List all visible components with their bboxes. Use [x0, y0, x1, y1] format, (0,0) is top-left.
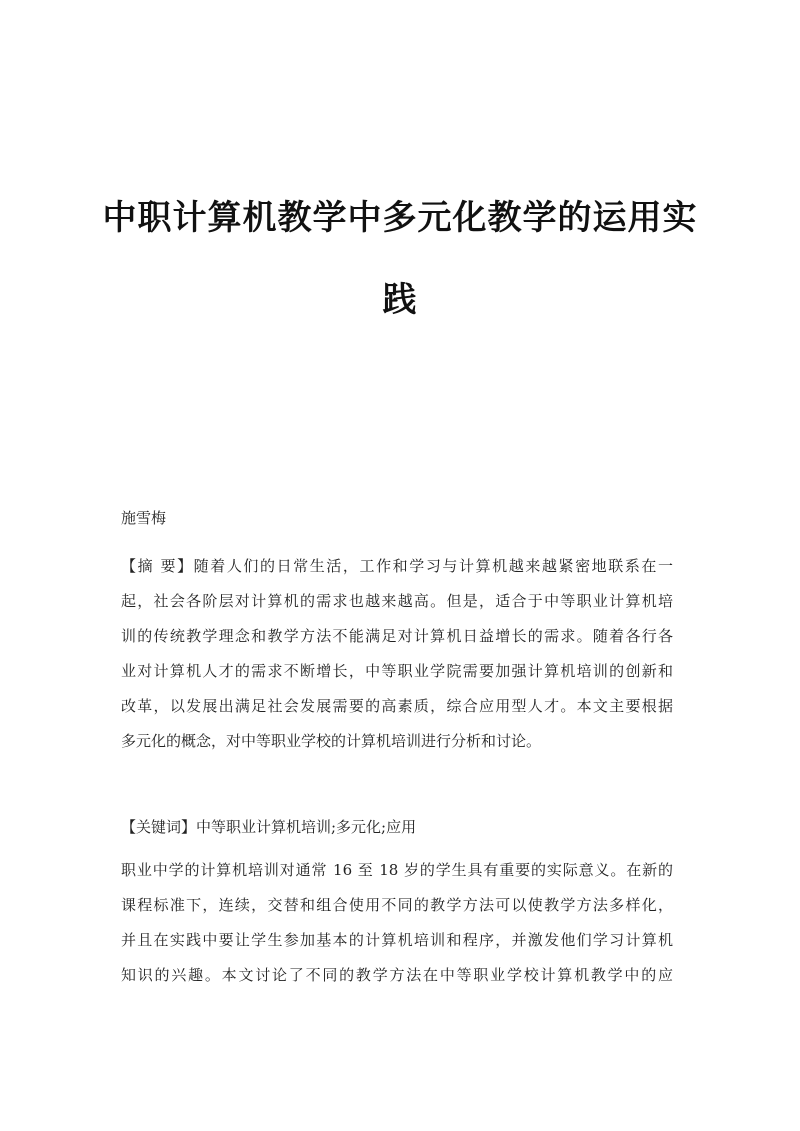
body-line: 课程标准下，连续，交替和组合使用不同的教学方法可以使教学方法多样化， [121, 896, 673, 914]
body-line: 知识的兴趣。本文讨论了不同的教学方法在中等职业学校计算机教学中的应 [121, 966, 673, 984]
document-title-line-1: 中职计算机教学中多元化教学的运用实 [102, 198, 698, 238]
abstract-line: 【摘 要】随着人们的日常生活，工作和学习与计算机越来越紧密地联系在一 [121, 557, 673, 575]
abstract-line: 训的传统教学理念和教学方法不能满足对计算机日益增长的需求。随着各行各 [121, 627, 673, 645]
abstract-line: 业对计算机人才的需求不断增长，中等职业学院需要加强计算机培训的创新和 [121, 662, 673, 680]
keywords-paragraph [121, 810, 673, 845]
author-name: 施雪梅 [121, 509, 167, 527]
body-paragraph [121, 853, 673, 993]
keywords-line: 【关键词】中等职业计算机培训;多元化;应用 [121, 818, 417, 836]
abstract-line: 多元化的概念，对中等职业学校的计算机培训进行分析和讨论。 [121, 732, 542, 750]
abstract-line: 起，社会各阶层对计算机的需求也越来越高。但是，适合于中等职业计算机培 [121, 592, 673, 610]
abstract-paragraph [121, 549, 673, 759]
abstract-line: 改革，以发展出满足社会发展需要的高素质，综合应用型人才。本文主要根据 [121, 697, 673, 715]
body-line: 并且在实践中要让学生参加基本的计算机培训和程序，并激发他们学习计算机 [121, 931, 673, 949]
body-line: 职业中学的计算机培训对通常 16 至 18 岁的学生具有重要的实际意义。在新的 [121, 861, 673, 879]
document-title-line-2: 践 [382, 280, 418, 320]
